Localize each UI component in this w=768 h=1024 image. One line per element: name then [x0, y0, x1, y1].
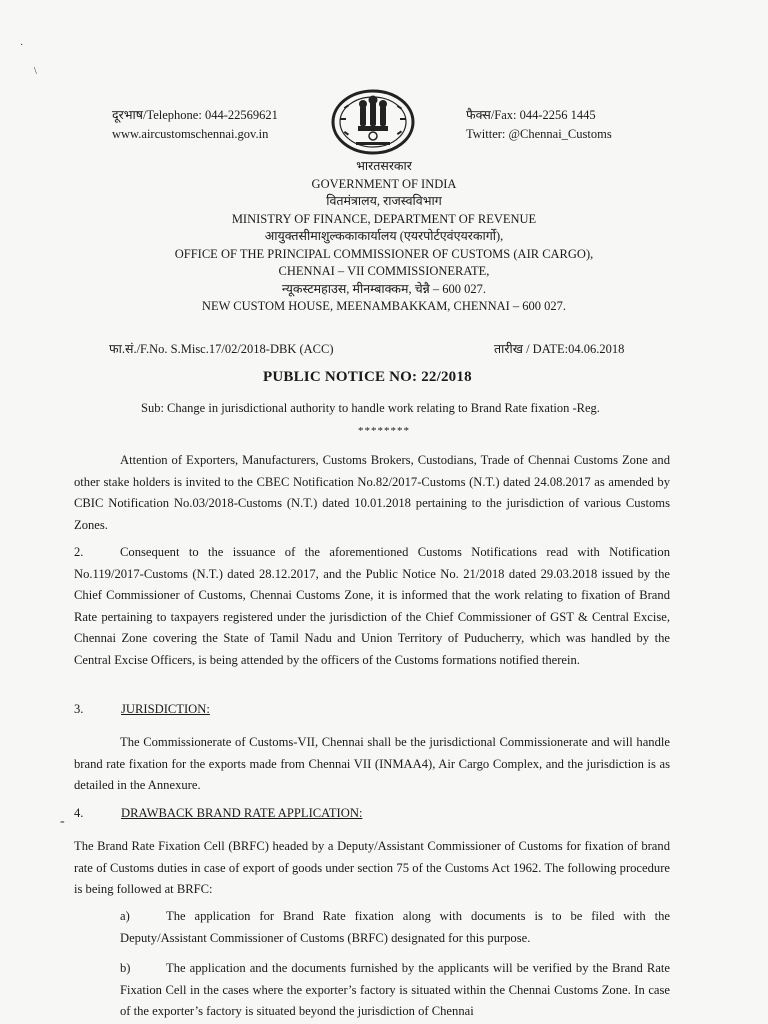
notice-date: तारीख / DATE:04.06.2018 — [494, 342, 625, 356]
office-english: OFFICE OF THE PRINCIPAL COMMISSIONER OF CUSTOMS (AIR CARGO), — [174, 246, 594, 261]
ministry-hindi: वितमंत्रालय, राजस्वविभाग — [326, 194, 442, 208]
scan-speck: · — [20, 40, 24, 51]
office-hindi: आयुक्तसीमाशुल्ककाकार्यालय (एयरपोर्टएवंएयरकार्गो), — [264, 229, 504, 243]
section-4-title: DRAWBACK BRAND RATE APPLICATION: — [121, 806, 363, 820]
paragraph-3-text: The Commissionerate of Customs-VII, Chennai shall be the jurisdictional Commissionerate and will handle brand rate fixation for the exports made from Chennai VII (INMAA4), Air Cargo Complex, and the jurisdiction is as detailed in the Annexure. — [74, 735, 670, 792]
scan-speck: - — [60, 814, 65, 829]
paragraph-4-text: The Brand Rate Fixation Cell (BRFC) headed by a Deputy/Assistant Commissioner of Customs for fixation of brand rate of Customs duties in case of export of goods under section 75 of the Customs Act 1962. The following procedure is being followed at BRFC: — [74, 839, 670, 896]
list-item-b-label: b) — [120, 961, 131, 975]
file-number: फा.सं./F.No. S.Misc.17/02/2018-DBK (ACC) — [109, 342, 334, 356]
paragraph-1 — [74, 450, 670, 536]
section-3-number: 3. — [74, 702, 84, 716]
govt-hindi: भारतसरकार — [356, 159, 412, 173]
paragraph-2-text: Consequent to the issuance of the aforementioned Customs Notifications read with Notification No.119/2017-Customs (N.T.) dated 28.12.2017, and the Public Notice No. 21/2018 dated 29.03.2018 issued by the Chief Commissioner of Customs, Chennai Customs Zone, it is informed that the work relating to fixation of Brand Rate pertaining to taxpayers registered under the jurisdiction of the Chief Commissioner of GST & Central Excise, Chennai Zone covering the State of Tamil Nadu and Union Territory of Puducherry, which was handled by the Central Excise Officers, is being attended by the officers of the Customs formations notified therein. — [74, 545, 670, 667]
header-contact-left — [112, 106, 278, 144]
website: www.aircustomschennai.gov.in — [112, 127, 269, 141]
section-4-number: 4. — [74, 806, 84, 820]
paragraph-3 — [74, 732, 670, 797]
list-item-b — [120, 958, 670, 1023]
paragraph-2-number: 2. — [74, 545, 84, 559]
paragraph-4 — [74, 836, 670, 901]
section-3-title: JURISDICTION: — [121, 702, 210, 716]
fax: फैक्स/Fax: 044-2256 1445 — [466, 108, 596, 122]
national-emblem-seal — [330, 88, 416, 158]
list-item-b-text: The application and the documents furnished by the applicants will be verified by the Brand Rate Fixation Cell in the cases where the exporter’s factory is situated within the Chennai Customs Zone. In case of the exporter’s factory is situated beyond the jurisdiction of Chennai — [120, 961, 670, 1018]
list-item-a — [120, 906, 670, 949]
list-item-a-text: The application for Brand Rate fixation along with documents is to be filed with the Deputy/Assistant Commissioner of Customs (BRFC) designated for this purpose. — [120, 909, 670, 945]
list-item-a-label: a) — [120, 909, 130, 923]
scan-speck: \ — [34, 66, 37, 77]
public-notice-title: PUBLIC NOTICE NO: 22/2018 — [263, 369, 472, 385]
paragraph-1-text: Attention of Exporters, Manufacturers, Customs Brokers, Custodians, Trade of Chennai Customs Zone and other stake holders is invited to the CBEC Notification No.82/2017-Customs (N.T.) dated 24.08.2017 as amended by CBIC Notification No.03/2018-Customs (N.T.) dated 10.01.2018 pertaining to the jurisdiction of various Customs Zones. — [74, 453, 670, 532]
header-contact-right — [466, 106, 612, 144]
paragraph-2 — [74, 542, 670, 671]
telephone: दूरभाष/Telephone: 044-22569621 — [112, 108, 278, 122]
govt-english: GOVERNMENT OF INDIA — [311, 176, 457, 191]
commissionerate: CHENNAI – VII COMMISSIONERATE, — [278, 264, 490, 278]
office-letterhead — [0, 158, 768, 316]
twitter-handle: Twitter: @Chennai_Customs — [466, 127, 612, 141]
ministry-english: MINISTRY OF FINANCE, DEPARTMENT OF REVENUE — [231, 211, 537, 226]
address-english: NEW CUSTOM HOUSE, MEENAMBAKKAM, CHENNAI – 600 027. — [201, 299, 567, 313]
address-hindi: न्यूकस्टमहाउस, मीनम्बाक्कम, चेन्नै – 600 027. — [281, 281, 487, 296]
subject-line: Sub: Change in jurisdictional authority to handle work relating to Brand Rate fixation -Reg. — [141, 401, 600, 415]
separator-stars: ******** — [358, 425, 410, 437]
